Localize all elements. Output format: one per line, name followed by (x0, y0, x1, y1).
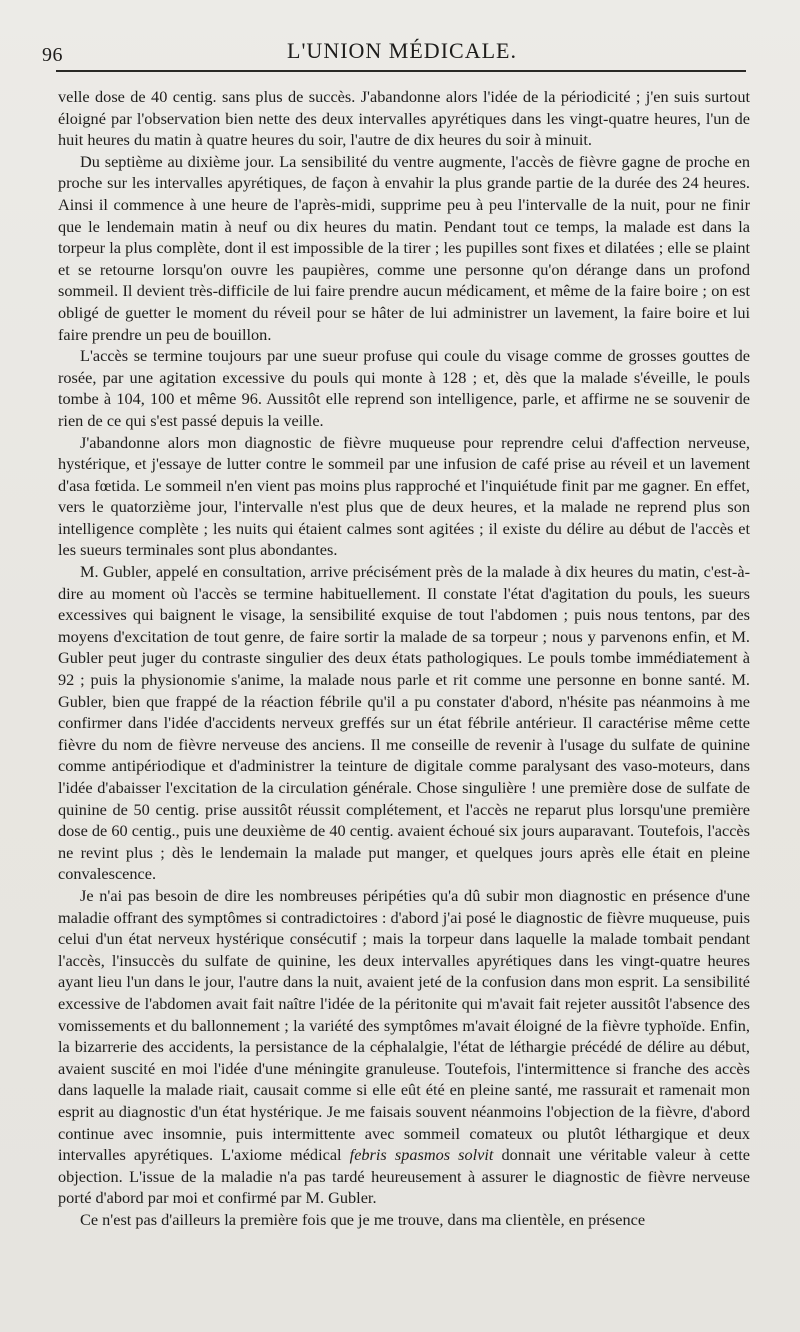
page-number: 96 (42, 44, 63, 66)
page-header (40, 38, 764, 70)
running-title: L'UNION MÉDICALE. (287, 38, 517, 63)
header-rule (56, 70, 746, 72)
paragraph (58, 151, 750, 345)
text-run: M. Gubler, appelé en consultation, arrive précisément près de la malade à dix heures du matin, c'est-à-dire au moment où l'accès se termine habituellement. Il constate l'état d'agitation du pouls, les sueurs excessives qui baignent le visage, la sensibilité exquise de tout l'abdomen ; puis nous tentons, par des moyens d'excitation de tout genre, de faire sortir la malade de sa torpeur ; nous y parvenons enfin, et M. Gubler peut juger du contraste singulier des deux états pathologiques. Le pouls tombe immédiatement à 92 ; puis la physionomie s'anime, la malade nous parle et rit comme une personne en bonne santé. M. Gubler, bien que frappé de la réaction fébrile qu'il a pu constater d'abord, n'hésite pas néanmoins à me confirmer dans l'idée d'accidents nerveux greffés sur un état fébrile antérieur. Il caractérise même cette fièvre du nom de fièvre nerveuse des anciens. Il me conseille de revenir à l'usage du sulfate de quinine comme antipériodique et d'administrer la teinture de digitale comme paralysant des vaso-moteurs, dans l'idée d'abaisser l'excitation de la circulation générale. Chose singulière ! une première dose de sulfate de quinine de 50 centig. prise aussitôt réussit complétement, et l'accès ne reparut plus lorsqu'une première dose de 60 centig., puis une deuxième de 40 centig. avaient échoué six jours auparavant. Toutefois, l'accès ne revint plus ; dès le lendemain la malade put manger, et quelques jours après elle était en pleine convalescence. (58, 562, 750, 884)
paragraph (58, 345, 750, 431)
paragraph (58, 86, 750, 151)
paragraph (58, 432, 750, 562)
italic-phrase: febris spasmos solvit (349, 1145, 494, 1165)
paragraph (58, 561, 750, 885)
paragraph (58, 885, 750, 1209)
paragraph (58, 1209, 750, 1231)
text-run: L'accès se termine toujours par une sueur profuse qui coule du visage comme de grosses gouttes de rosée, par une agitation excessive du pouls qui monte à 128 ; et, dès que la malade s'éveille, le pouls tombe à 104, 100 et même 96. Aussitôt elle reprend son intelligence, parle, et affirme ne se souvenir de rien de ce qui s'est passé depuis la veille. (58, 346, 750, 430)
text-run: J'abandonne alors mon diagnostic de fièvre muqueuse pour reprendre celui d'affection nerveuse, hystérique, et j'essaye de lutter contre le sommeil par une infusion de café prise au réveil et un lavement d'asa fœtida. Le sommeil n'en vient pas moins plus rapproché et l'inquiétude finit par me gagner. En effet, vers le quatorzième jour, l'intervalle n'est plus que de deux heures, et la malade ne reprend plus son intelligence complète ; les nuits qui étaient calmes sont agitées ; il existe du délire au début de l'accès et les sueurs terminales sont plus abondantes. (58, 432, 750, 560)
body-text (58, 86, 750, 1230)
text-run: Du septième au dixième jour. La sensibilité du ventre augmente, l'accès de fièvre gagne de proche en proche sur les intervalles apyrétiques, de façon à envahir la plus grande partie de la durée des 24 heures. Ainsi il commence à une heure de l'après-midi, supprime peu à peu l'intervalle de la nuit, pour ne finir que le lendemain matin à neuf ou dix heures du matin. Pendant tout ce temps, la malade est dans la torpeur la plus complète, dont il est impossible de la tirer ; les pupilles sont fixes et dilatées ; elle se plaint et se retourne lorsqu'on ouvre les paupières, comme une personne qu'on dérange dans un profond sommeil. Il devient très-difficile de lui faire prendre aucun médicament, et même de la faire boire ; on est obligé de guetter le moment du réveil pour se hâter de lui administrer un lavement, la faire boire et lui faire prendre un peu de bouillon. (58, 151, 750, 344)
text-run: Ce n'est pas d'ailleurs la première fois que je me trouve, dans ma clientèle, en présence (80, 1209, 646, 1229)
text-run: velle dose de 40 centig. sans plus de succès. J'abandonne alors l'idée de la périodicité ; j'en suis surtout éloigné par l'observation bien nette des deux intervalles apyrétiques dans les vingt-quatre heures, l'un de huit heures du matin à quatre heures du soir, l'autre de dix heures du soir à minuit. (58, 87, 750, 150)
text-run: donnait une véritable valeur à cette objection. L'issue de la maladie n'a pas tardé heureusement à assurer le diagnostic de fièvre nerveuse porté d'abord par moi et confirmé par M. Gubler. (58, 1145, 750, 1208)
text-run: Je n'ai pas besoin de dire les nombreuses péripéties qu'a dû subir mon diagnostic en présence d'une maladie offrant des symptômes si contradictoires : d'abord j'ai posé le diagnostic de fièvre muqueuse, puis celui d'un état nerveux hystérique consécutif ; mais la torpeur dans laquelle la malade tombait pendant l'accès, l'insuccès du sulfate de quinine, les deux intervalles apyrétiques dans les vingt-quatre heures ayant lieu l'un dans le jour, l'autre dans la nuit, avaient jeté de la confusion dans mon esprit. La sensibilité excessive de l'abdomen avait fait naître l'idée de la péritonite qui m'avait fait rejeter aussitôt l'absence des vomissements et du ballonnement ; la variété des symptômes m'avait éloigné de la fièvre typhoïde. Enfin, la bizarrerie des accidents, la persistance de la céphalalgie, l'état de léthargie précédé de délire au début, avaient suscité en moi l'idée d'une méningite granuleuse. Toutefois, l'intermittence si franche des accès dans laquelle la malade riait, causait comme si elle eût été en pleine santé, me rassurait et ramenait mon esprit au diagnostic d'un état hystérique. Je me faisais souvent néanmoins l'objection de la fièvre, d'abord continue avec insomnie, puis intermittente avec sommeil comateux ou plutôt léthargique et deux intervalles apyrétiques. L'axiome médical (58, 885, 750, 1165)
